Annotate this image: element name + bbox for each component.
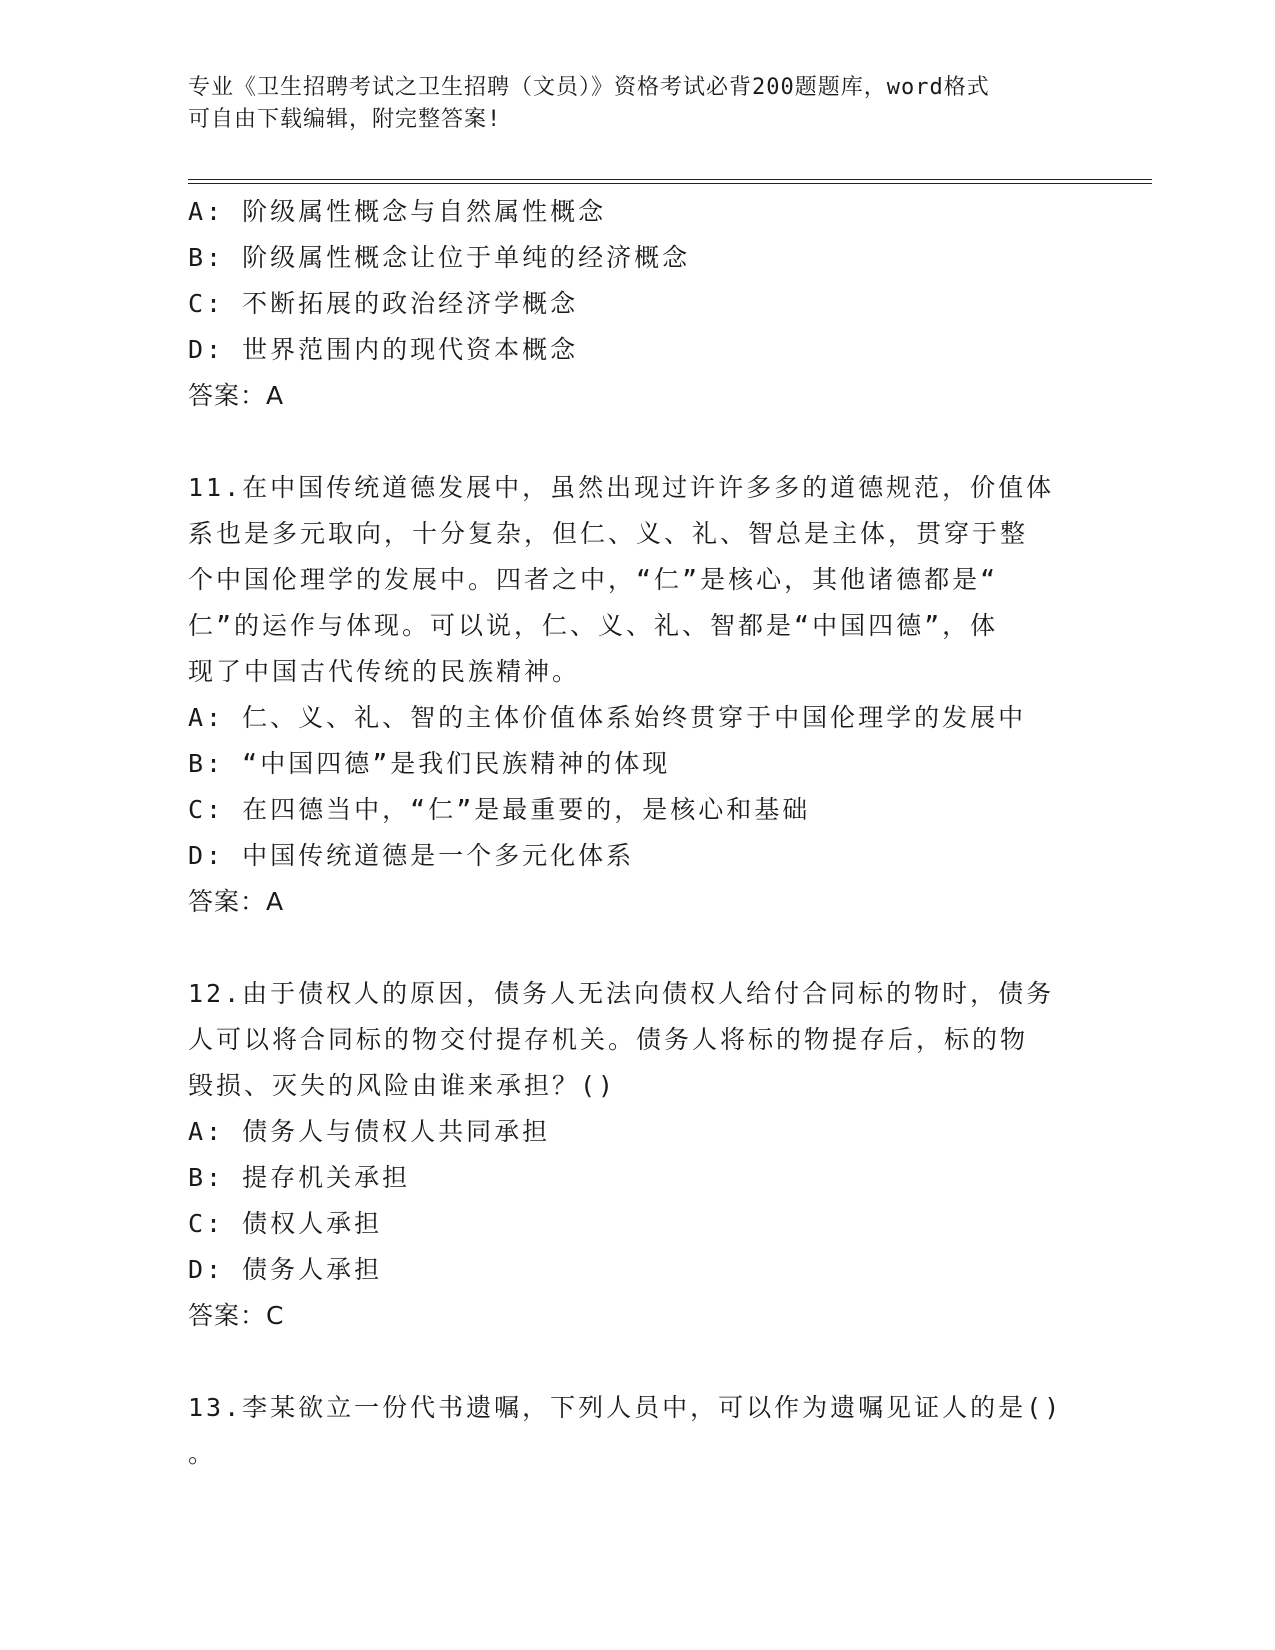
question-stem-line: 人可以将合同标的物交付提存机关。债务人将标的物提存后，标的物: [188, 1025, 1029, 1054]
option-c: C: 不断拓展的政治经济学概念: [188, 289, 579, 318]
option-d: D: 世界范围内的现代资本概念: [188, 335, 579, 364]
option-d: D: 债务人承担: [188, 1255, 383, 1284]
answer: 答案：A: [188, 381, 285, 410]
option-a: A: 阶级属性概念与自然属性概念: [188, 197, 607, 226]
option-b: B: “中国四德”是我们民族精神的体现: [188, 749, 671, 778]
question-11: [188, 465, 1088, 925]
option-c: C: 债权人承担: [188, 1209, 383, 1238]
question-10: [188, 189, 1088, 419]
question-stem-line: 个中国伦理学的发展中。四者之中，“仁”是核心，其他诸德都是“: [188, 565, 999, 594]
question-13: [188, 1385, 1088, 1477]
question-stem-line: 13.李某欲立一份代书遗嘱，下列人员中，可以作为遗嘱见证人的是(): [188, 1393, 1063, 1422]
option-d: D: 中国传统道德是一个多元化体系: [188, 841, 635, 870]
answer: 答案：C: [188, 1301, 285, 1330]
question-stem-line: 毁损、灭失的风险由谁来承担？(): [188, 1071, 617, 1100]
document-header: [188, 72, 1068, 136]
question-stem-line: 12.由于债权人的原因，债务人无法向债权人给付合同标的物时，债务: [188, 979, 1055, 1008]
option-a: A: 仁、义、礼、智的主体价值体系始终贯穿于中国伦理学的发展中: [188, 703, 1027, 732]
question-stem-line: 。: [188, 1439, 217, 1468]
question-stem-line: 仁”的运作与体现。可以说，仁、义、礼、智都是“中国四德”，体: [188, 611, 999, 640]
header-rule-bottom: [188, 183, 1152, 184]
header-line-2: 可自由下载编辑，附完整答案!: [188, 107, 502, 132]
question-stem-line: 现了中国古代传统的民族精神。: [188, 657, 581, 686]
spacer: [188, 419, 1088, 465]
question-12: [188, 971, 1088, 1339]
spacer: [188, 925, 1088, 971]
document-body: [188, 189, 1088, 1477]
option-c: C: 在四德当中，“仁”是最重要的，是核心和基础: [188, 795, 811, 824]
option-b: B: 阶级属性概念让位于单纯的经济概念: [188, 243, 691, 272]
header-rule-top: [188, 179, 1152, 180]
answer: 答案：A: [188, 887, 285, 916]
question-stem-line: 11.在中国传统道德发展中，虽然出现过许许多多的道德规范，价值体: [188, 473, 1055, 502]
question-stem-line: 系也是多元取向，十分复杂，但仁、义、礼、智总是主体，贯穿于整: [188, 519, 1029, 548]
spacer: [188, 1339, 1088, 1385]
header-line-1: 专业《卫生招聘考试之卫生招聘（文员）》资格考试必背200题题库，word格式: [188, 75, 990, 100]
option-b: B: 提存机关承担: [188, 1163, 411, 1192]
option-a: A: 债务人与债权人共同承担: [188, 1117, 551, 1146]
